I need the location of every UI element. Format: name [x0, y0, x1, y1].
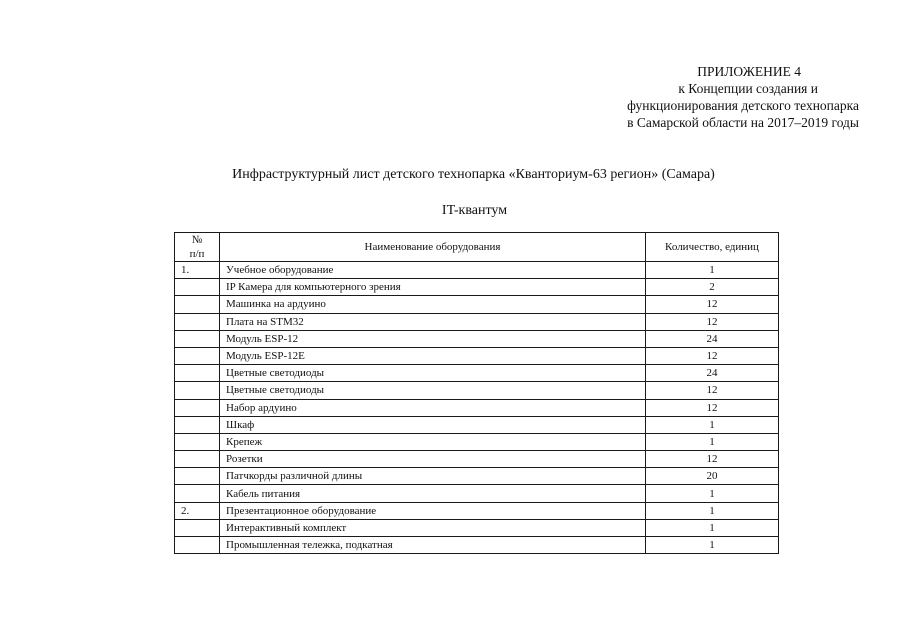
row-equipment-name: Цветные светодиоды [220, 365, 646, 382]
row-number [175, 468, 220, 485]
row-quantity: 1 [646, 485, 779, 502]
row-equipment-name: Цветные светодиоды [220, 382, 646, 399]
table-row [175, 347, 779, 364]
table-row [175, 537, 779, 554]
equipment-table [174, 232, 779, 554]
row-quantity: 12 [646, 313, 779, 330]
row-number [175, 365, 220, 382]
row-equipment-name: Учебное оборудование [220, 262, 646, 279]
row-quantity: 2 [646, 279, 779, 296]
section-row [175, 262, 779, 279]
row-quantity: 24 [646, 365, 779, 382]
row-number [175, 330, 220, 347]
table-row [175, 382, 779, 399]
table-row [175, 451, 779, 468]
table-row [175, 330, 779, 347]
row-number [175, 451, 220, 468]
table-row [175, 485, 779, 502]
row-number [175, 399, 220, 416]
row-equipment-name: Розетки [220, 451, 646, 468]
row-number [175, 485, 220, 502]
row-number [175, 279, 220, 296]
row-equipment-name: Плата на STM32 [220, 313, 646, 330]
table-row [175, 365, 779, 382]
table-row [175, 416, 779, 433]
section-subtitle-text: IT-квантум [441, 203, 508, 218]
row-number: 1. [175, 262, 220, 279]
row-number [175, 537, 220, 554]
row-quantity: 1 [646, 433, 779, 450]
appendix-heading: ПРИЛОЖЕНИЕ 4 [697, 64, 801, 79]
row-equipment-name: Патчкорды различной длины [220, 468, 646, 485]
row-equipment-name: Презентационное оборудование [220, 502, 646, 519]
document-title-text: Инфраструктурный лист детского технопарка «Кванториум-63 регион» (Самара) [232, 167, 715, 182]
appendix-block [529, 63, 859, 131]
row-number [175, 347, 220, 364]
document-title [0, 167, 905, 183]
section-row [175, 502, 779, 519]
appendix-line: в Самарской области на 2017–2019 годы [627, 115, 859, 130]
table-row [175, 313, 779, 330]
header-number-pp: п/п [189, 248, 205, 260]
row-number [175, 296, 220, 313]
row-equipment-name: Машинка на ардуино [220, 296, 646, 313]
header-name: Наименование оборудования [220, 233, 646, 262]
row-quantity: 12 [646, 347, 779, 364]
table-row [175, 433, 779, 450]
row-equipment-name: Модуль ESP-12E [220, 347, 646, 364]
table-row [175, 468, 779, 485]
row-quantity: 1 [646, 502, 779, 519]
row-equipment-name: IP Камера для компьютерного зрения [220, 279, 646, 296]
section-subtitle [0, 203, 905, 219]
row-quantity: 20 [646, 468, 779, 485]
row-number [175, 416, 220, 433]
table-row [175, 279, 779, 296]
row-number [175, 519, 220, 536]
row-equipment-name: Набор ардуино [220, 399, 646, 416]
appendix-line: функционирования детского технопарка [627, 98, 859, 113]
row-quantity: 12 [646, 451, 779, 468]
table-row [175, 519, 779, 536]
row-quantity: 1 [646, 262, 779, 279]
row-equipment-name: Кабель питания [220, 485, 646, 502]
header-number-symbol: № [191, 234, 203, 246]
row-equipment-name: Крепеж [220, 433, 646, 450]
row-equipment-name: Интерактивный комплект [220, 519, 646, 536]
row-number [175, 382, 220, 399]
row-number [175, 313, 220, 330]
table-header-row [175, 233, 779, 262]
row-number: 2. [175, 502, 220, 519]
table-row [175, 399, 779, 416]
row-quantity: 24 [646, 330, 779, 347]
row-quantity: 12 [646, 382, 779, 399]
header-number [175, 233, 220, 262]
header-quantity: Количество, единиц [646, 233, 779, 262]
row-equipment-name: Шкаф [220, 416, 646, 433]
row-equipment-name: Модуль ESP-12 [220, 330, 646, 347]
row-quantity: 1 [646, 519, 779, 536]
row-number [175, 433, 220, 450]
row-quantity: 1 [646, 537, 779, 554]
row-quantity: 1 [646, 416, 779, 433]
appendix-line: к Концепции создания и [678, 81, 818, 96]
row-quantity: 12 [646, 399, 779, 416]
row-equipment-name: Промышленная тележка, подкатная [220, 537, 646, 554]
row-quantity: 12 [646, 296, 779, 313]
table-row [175, 296, 779, 313]
